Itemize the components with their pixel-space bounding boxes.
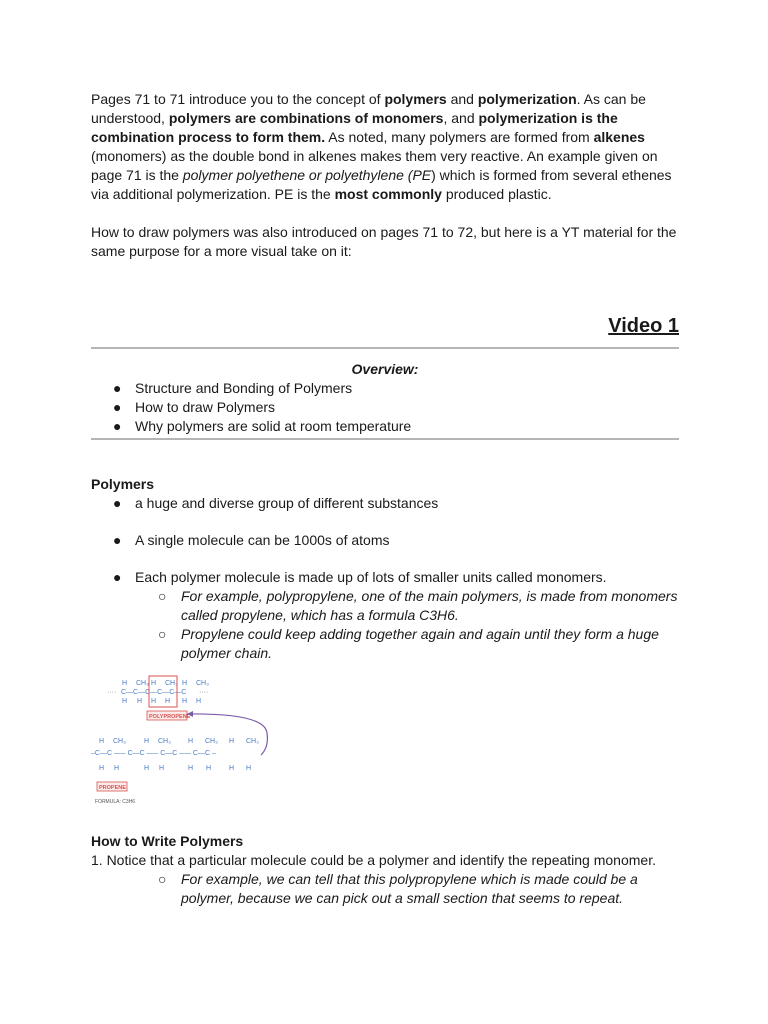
- circle-bullet-icon: ○: [158, 626, 167, 642]
- svg-text:H: H: [229, 765, 235, 772]
- formula-label: FORMULA: C3H6: [95, 799, 136, 805]
- svg-text:CH₃: CH₃: [196, 680, 209, 687]
- intro-text-run: , and: [443, 110, 479, 126]
- write-polymers-heading: How to Write Polymers: [91, 833, 244, 849]
- svg-text:H: H: [182, 698, 188, 705]
- svg-text:CH₃: CH₃: [246, 738, 259, 745]
- divider: [91, 347, 679, 349]
- intro-text-run: polymerization: [477, 91, 577, 107]
- intro-text-run: produced plastic.: [441, 186, 552, 202]
- svg-text:CH₃: CH₃: [158, 738, 171, 745]
- intro-text-run: alkenes: [593, 129, 645, 145]
- svg-text:H: H: [99, 765, 105, 772]
- svg-text:CH₃: CH₃: [136, 680, 149, 687]
- document-page: [91, 90, 679, 908]
- video-intro-paragraph: How to draw polymers was also introduced on pages 71 to 72, but here is a YT material for the same purpose for a more visual take on it:: [91, 224, 677, 259]
- bullet-icon: ●: [113, 380, 122, 396]
- svg-text:C—C—C—C—C—C: C—C—C—C—C—C: [121, 689, 187, 696]
- bullet-icon: ●: [113, 418, 122, 434]
- intro-text-run: polymers: [384, 91, 447, 107]
- svg-text:H: H: [122, 698, 128, 705]
- overview-list: [91, 379, 679, 436]
- circle-bullet-icon: ○: [158, 588, 167, 604]
- circle-bullet-icon: ○: [158, 871, 167, 887]
- intro-text-run: As noted, many polymers are formed from: [325, 129, 594, 145]
- list-item: ○ Propylene could keep adding together again and again until they form a huge polymer chain.: [158, 626, 659, 661]
- list-item: ● Why polymers are solid at room temperature: [113, 418, 412, 434]
- svg-text:H: H: [165, 698, 171, 705]
- spacer: [91, 513, 679, 531]
- intro-text-run: polymerization is the combination process to form them.: [91, 110, 618, 145]
- svg-text:CH₃: CH₃: [113, 738, 126, 745]
- bullet-icon: ●: [113, 569, 122, 585]
- svg-text:H: H: [206, 765, 212, 772]
- intro-text-run: polymer polyethene or polyethylene (PE: [182, 167, 432, 183]
- write-sublist: [91, 870, 679, 908]
- list-item: ● Each polymer molecule is made up of lots of smaller units called monomers.: [113, 569, 607, 585]
- polymers-heading: Polymers: [91, 476, 155, 492]
- polypropylene-diagram: [89, 673, 273, 811]
- list-item: ● How to draw Polymers: [113, 399, 276, 415]
- svg-text:H: H: [99, 738, 105, 745]
- svg-text:H: H: [196, 698, 202, 705]
- intro-text-run: . As can be understood,: [91, 91, 646, 126]
- list-item: ● A single molecule can be 1000s of atoms: [113, 532, 390, 548]
- intro-text-run: polymers are combinations of monomers: [168, 110, 444, 126]
- bullet-icon: ●: [113, 532, 122, 548]
- svg-text:H: H: [114, 765, 120, 772]
- bullet-icon: ●: [113, 399, 122, 415]
- list-item: ● a huge and diverse group of different substances: [113, 495, 439, 511]
- list-item: ○ For example, polypropylene, one of the main polymers, is made from monomers called propylene, which has a formula C3H6.: [158, 588, 678, 623]
- svg-text:H: H: [182, 680, 188, 687]
- svg-text:H: H: [229, 738, 235, 745]
- svg-text:H: H: [246, 765, 252, 772]
- svg-text:H: H: [122, 680, 128, 687]
- intro-text-run: ) which is formed from several ethenes via additional polymerization. PE is the: [91, 167, 672, 202]
- polypropene-label: POLYPROPENE: [149, 714, 191, 720]
- intro-text-run: most commonly: [334, 186, 442, 202]
- list-item: ● Structure and Bonding of Polymers: [113, 380, 353, 396]
- svg-text:····: ····: [199, 689, 209, 696]
- intro-paragraph: [91, 90, 679, 204]
- svg-text:CH₃: CH₃: [165, 680, 178, 687]
- svg-text:H: H: [188, 765, 194, 772]
- intro-text-run: (monomers) as the double bond in alkenes makes them very reactive. An example given on page 71 is the: [91, 148, 658, 183]
- spacer: [91, 550, 679, 568]
- svg-text:H: H: [137, 698, 143, 705]
- svg-text:H: H: [151, 698, 157, 705]
- bullet-icon: ●: [113, 495, 122, 511]
- write-step-1: 1. Notice that a particular molecule could be a polymer and identify the repeating monomer.: [91, 852, 656, 868]
- intro-text-run: Pages 71 to 71 introduce you to the concept of: [91, 91, 385, 107]
- svg-text:H: H: [188, 738, 194, 745]
- propene-label: PROPENE: [99, 785, 126, 791]
- polymers-list: [91, 494, 679, 587]
- intro-text-run: and: [446, 91, 478, 107]
- svg-text:–C—C ––– C—C ––– C—C ––– C—C –: –C—C ––– C—C ––– C—C ––– C—C –: [91, 750, 216, 757]
- svg-text:H: H: [159, 765, 165, 772]
- overview-title: Overview:: [351, 361, 419, 377]
- list-item: ○ For example, we can tell that this polypropylene which is made could be a polymer, because we can pick out a small section that seems to repeat.: [158, 871, 638, 906]
- svg-text:H: H: [151, 680, 157, 687]
- svg-text:H: H: [144, 765, 150, 772]
- video-title: Video 1: [608, 315, 679, 337]
- svg-text:H: H: [144, 738, 150, 745]
- svg-text:····: ····: [107, 689, 117, 696]
- polymers-sublist: [91, 587, 679, 663]
- svg-text:CH₃: CH₃: [205, 738, 218, 745]
